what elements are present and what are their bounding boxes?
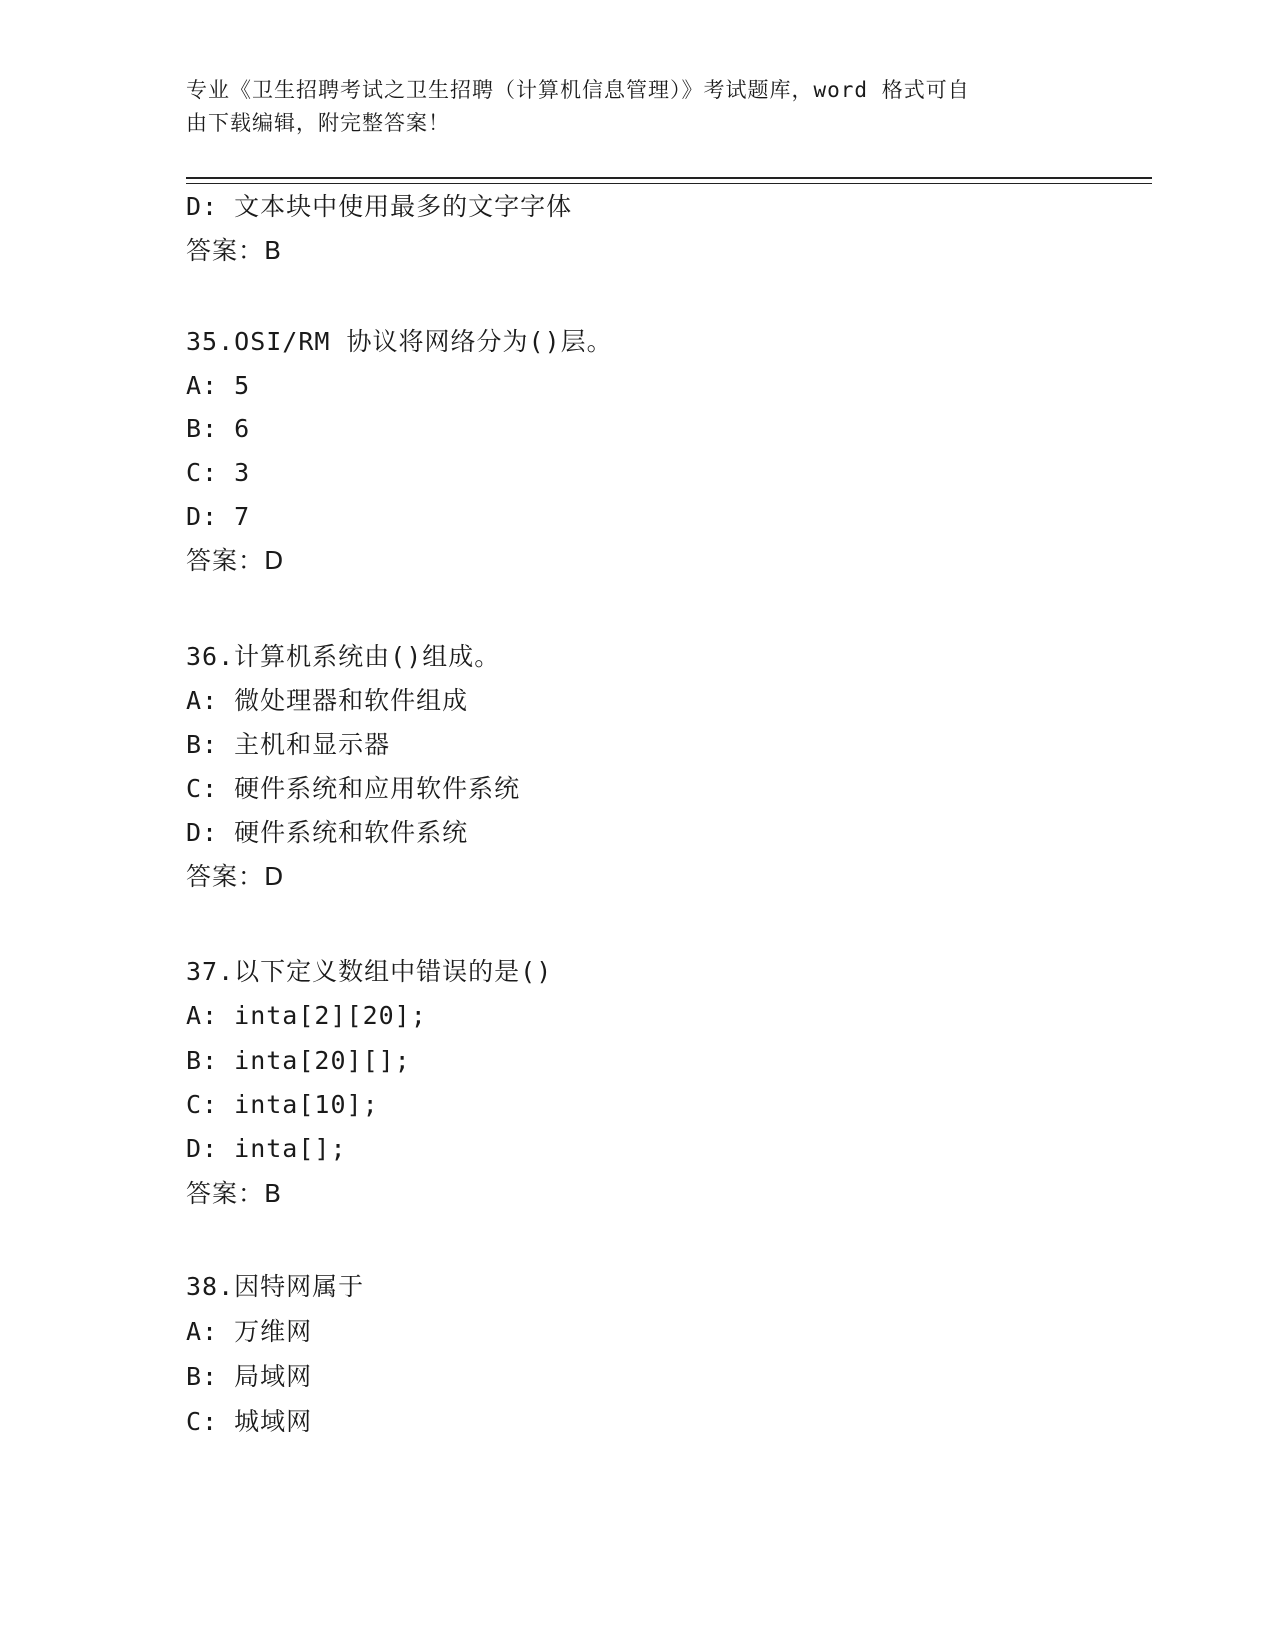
q37-option-d: D: inta[];	[186, 1134, 347, 1163]
q35-option-b: B: 6	[186, 414, 251, 443]
q37-question: 37.以下定义数组中错误的是()	[186, 957, 553, 986]
q37-answer: 答案：B	[186, 1179, 283, 1208]
header-line-2: 由下载编辑，附完整答案！	[186, 111, 450, 135]
q38-option-c: C: 城域网	[186, 1407, 313, 1436]
q37-option-a: A: inta[2][20];	[186, 1001, 427, 1030]
q35-option-d: D: 7	[186, 502, 251, 531]
q35-option-a: A: 5	[186, 371, 251, 400]
q36-question: 36.计算机系统由()组成。	[186, 642, 501, 671]
q35-option-c: C: 3	[186, 458, 251, 487]
q37-option-b: B: inta[20][];	[186, 1046, 411, 1075]
q37-option-c: C: inta[10];	[186, 1090, 379, 1119]
header-divider-thick	[186, 177, 1152, 179]
q36-option-d: D: 硬件系统和软件系统	[186, 818, 469, 847]
q35-question: 35.OSI/RM 协议将网络分为()层。	[186, 327, 613, 356]
q34-option-d: D: 文本块中使用最多的文字字体	[186, 192, 573, 221]
q36-answer: 答案：D	[186, 862, 285, 891]
document-header	[186, 74, 1066, 140]
q38-option-b: B: 局域网	[186, 1362, 313, 1391]
q36-option-a: A: 微处理器和软件组成	[186, 686, 469, 715]
header-line-1: 专业《卫生招聘考试之卫生招聘（计算机信息管理）》考试题库，word 格式可自	[186, 78, 970, 102]
q38-option-a: A: 万维网	[186, 1317, 313, 1346]
q35-answer: 答案：D	[186, 546, 285, 575]
q36-option-c: C: 硬件系统和应用软件系统	[186, 774, 521, 803]
q38-question: 38.因特网属于	[186, 1272, 365, 1301]
header-divider-thin	[186, 183, 1152, 184]
q34-answer: 答案：B	[186, 236, 283, 265]
q36-option-b: B: 主机和显示器	[186, 730, 391, 759]
